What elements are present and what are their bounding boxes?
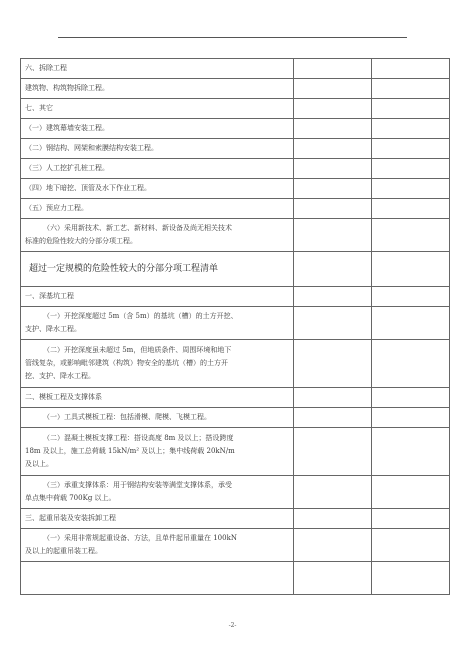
empty-cell <box>294 307 372 340</box>
table-row <box>21 428 450 476</box>
table-row <box>21 159 450 179</box>
empty-cell <box>372 562 450 595</box>
table-row <box>21 99 450 119</box>
empty-cell <box>372 509 450 529</box>
row-heading-demolition: 六、拆除工程 <box>21 59 294 79</box>
empty-cell <box>294 408 372 428</box>
empty-cell <box>294 388 372 408</box>
empty-cell <box>294 199 372 219</box>
empty-cell <box>372 139 450 159</box>
row-line: 18m 及以上，施工总荷载 15kN/m² 及以上；集中线荷载 20kN/m <box>25 447 235 455</box>
empty-cell <box>294 252 372 287</box>
empty-cell <box>372 119 450 139</box>
row-line: 标准的危险性较大的分部分项工程。 <box>25 237 137 245</box>
empty-cell <box>294 428 372 476</box>
row-line: 及以上。 <box>25 460 53 468</box>
table-row <box>21 59 450 79</box>
table-row <box>21 179 450 199</box>
table-row <box>21 388 450 408</box>
header-rule <box>58 37 407 38</box>
empty-cell <box>294 159 372 179</box>
empty-cell <box>372 179 450 199</box>
empty-cell <box>294 99 372 119</box>
empty-cell <box>294 562 372 595</box>
section-title: 超过一定规模的危险性较大的分部分项工程清单 <box>21 252 294 287</box>
table-row <box>21 307 450 340</box>
row-heading-lifting: 三、起重吊装及安装拆卸工程 <box>21 509 294 529</box>
table-row <box>21 252 450 287</box>
empty-cell <box>372 428 450 476</box>
row-line: （三）承重支撑体系：用于钢结构安装等满堂支撑体系，承受 <box>43 481 232 489</box>
row-item: （四）地下暗挖、顶管及水下作业工程。 <box>21 179 294 199</box>
empty-cell <box>372 199 450 219</box>
table-row <box>21 219 450 252</box>
empty-cell <box>294 529 372 562</box>
empty-cell <box>372 388 450 408</box>
row-line: 管线复杂，或影响毗邻建筑（构筑）物安全的基坑（槽）的土方开 <box>25 359 228 367</box>
empty-cell <box>372 99 450 119</box>
table-row <box>21 199 450 219</box>
table-row <box>21 408 450 428</box>
row-item-multiline <box>21 219 294 252</box>
empty-cell <box>372 287 450 307</box>
row-item-multiline <box>21 529 294 562</box>
row-heading-excavation: 一、深基坑工程 <box>21 287 294 307</box>
table-row <box>21 119 450 139</box>
empty-cell <box>372 252 450 287</box>
table-row <box>21 509 450 529</box>
row-item: （五）预应力工程。 <box>21 199 294 219</box>
row-item: 建筑物、构筑物拆除工程。 <box>21 79 294 99</box>
empty-cell <box>372 476 450 509</box>
row-item: （一）工具式模板工程：包括滑模、爬模、飞模工程。 <box>21 408 294 428</box>
empty-cell <box>372 408 450 428</box>
row-item: （一）建筑幕墙安装工程。 <box>21 119 294 139</box>
project-list-table <box>20 58 450 595</box>
empty-cell <box>294 179 372 199</box>
row-item: （三）人工挖扩孔桩工程。 <box>21 159 294 179</box>
table-row <box>21 139 450 159</box>
row-line: （二）开挖深度虽未超过 5m，但地质条件、周围环境和地下 <box>43 346 232 354</box>
empty-cell <box>21 562 294 595</box>
empty-cell <box>294 59 372 79</box>
empty-cell <box>294 340 372 388</box>
row-item-multiline <box>21 476 294 509</box>
empty-cell <box>372 79 450 99</box>
table-row <box>21 476 450 509</box>
empty-cell <box>294 79 372 99</box>
empty-cell <box>294 509 372 529</box>
empty-cell <box>294 287 372 307</box>
row-item: （二）钢结构、网架和索膜结构安装工程。 <box>21 139 294 159</box>
row-line: 支护、降水工程。 <box>25 325 81 333</box>
table-row <box>21 562 450 595</box>
row-line: （二）混凝土模板支撑工程：搭设高度 8m 及以上；搭设跨度 <box>43 434 234 442</box>
empty-cell <box>372 529 450 562</box>
row-line: （一）采用非常规起重设备、方法，且单件起吊重量在 100kN <box>43 534 237 542</box>
row-item-multiline <box>21 428 294 476</box>
table-row <box>21 529 450 562</box>
row-line: （一）开挖深度超过 5m（含 5m）的基坑（槽）的土方开挖、 <box>43 312 238 320</box>
table-row <box>21 79 450 99</box>
empty-cell <box>294 119 372 139</box>
page-number: -2- <box>228 622 237 629</box>
empty-cell <box>294 139 372 159</box>
empty-cell <box>372 59 450 79</box>
empty-cell <box>372 307 450 340</box>
row-line: 单点集中荷载 700Kg 以上。 <box>25 494 116 502</box>
empty-cell <box>372 219 450 252</box>
row-line: （六）采用新技术、新工艺、新材料、新设备及尚无相关技术 <box>43 224 232 232</box>
row-line: 及以上的起重吊装工程。 <box>25 547 102 555</box>
empty-cell <box>372 340 450 388</box>
row-item-multiline <box>21 340 294 388</box>
table-row <box>21 287 450 307</box>
row-item-multiline <box>21 307 294 340</box>
row-heading-formwork: 二、模板工程及支撑体系 <box>21 388 294 408</box>
row-line: 挖、支护、降水工程。 <box>25 372 95 380</box>
empty-cell <box>294 476 372 509</box>
empty-cell <box>294 219 372 252</box>
empty-cell <box>372 159 450 179</box>
row-heading-other: 七、其它 <box>21 99 294 119</box>
table-row <box>21 340 450 388</box>
